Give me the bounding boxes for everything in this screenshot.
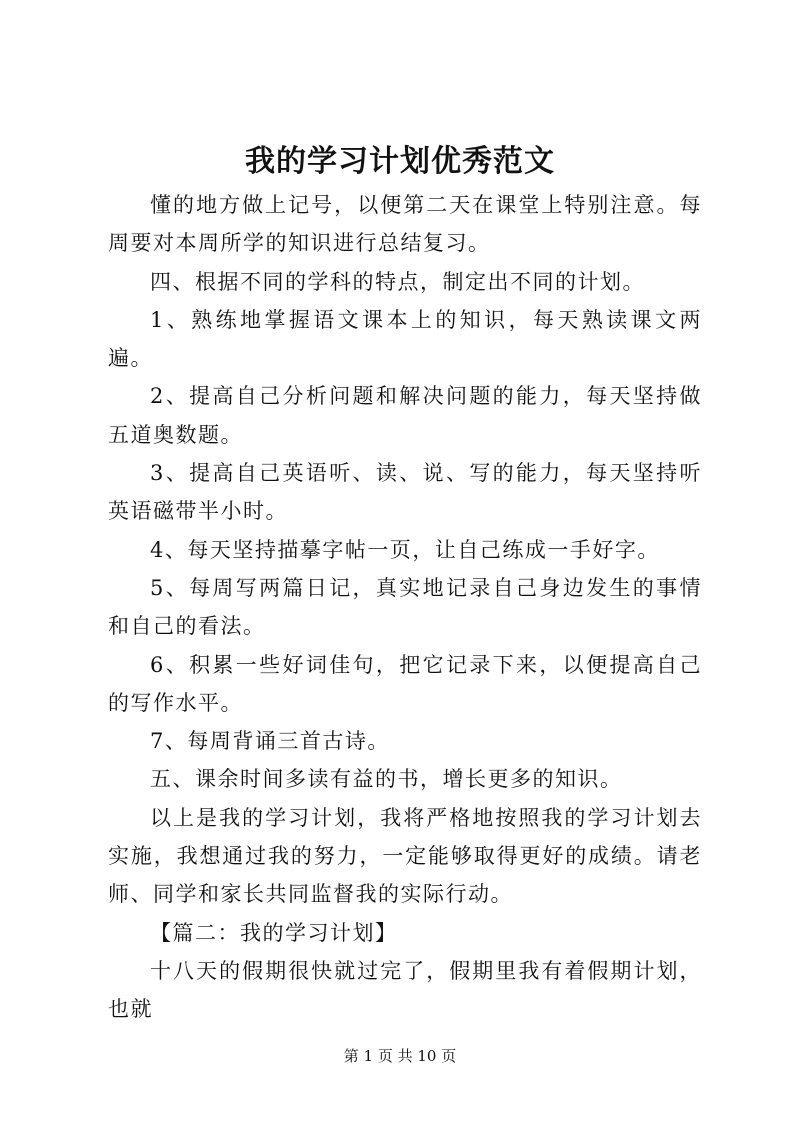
paragraph: 十八天的假期很快就过完了，假期里我有着假期计划，也就: [108, 958, 702, 1022]
paragraph: 6、积累一些好词佳句，把它记录下来，以便提高自己的写作水平。: [108, 652, 702, 715]
paragraph: 四、根据不同的学科的特点，制定出不同的计划。: [150, 269, 645, 294]
paragraph: 3、提高自己英语听、读、说、写的能力，每天坚持听英语磁带半小时。: [108, 461, 702, 524]
paragraph: 五、课余时间多读有益的书，增长更多的知识。: [150, 767, 623, 792]
document-title: 我的学习计划优秀范文: [245, 144, 555, 179]
paragraph: 5、每周写两篇日记，真实地记录自己身边发生的事情和自己的看法。: [108, 575, 702, 639]
section-heading: 【篇二：我的学习计划】: [150, 920, 398, 945]
paragraph: 1、熟练地掌握语文课本上的知识，每天熟读课文两遍。: [108, 307, 702, 371]
paragraph: 以上是我的学习计划，我将严格地按照我的学习计划去实施，我想通过我的努力，一定能够取得更好的成绩。请老师、同学和家长共同监督我的实际行动。: [108, 805, 702, 907]
paragraph: 懂的地方做上记号，以便第二天在课堂上特别注意。每周要对本周所学的知识进行总结复习。: [108, 193, 702, 256]
page-footer: 第 1 页 共 10 页: [343, 1047, 457, 1065]
paragraph: 2、提高自己分析问题和解决问题的能力，每天坚持做五道奥数题。: [108, 384, 702, 447]
paragraph: 4、每天坚持描摹字帖一页，让自己练成一手好字。: [150, 537, 660, 562]
document-body: [108, 186, 702, 1029]
paragraph: 7、每周背诵三首古诗。: [150, 729, 390, 754]
